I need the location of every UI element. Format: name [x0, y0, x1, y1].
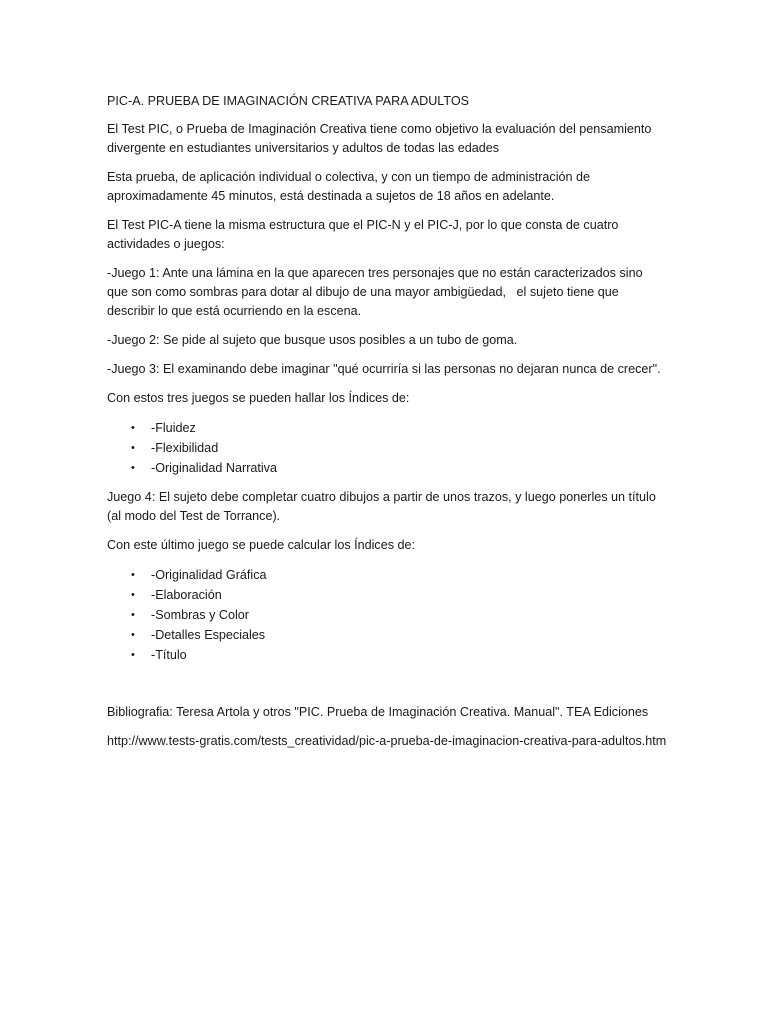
list-item [107, 565, 667, 585]
bibliography-paragraph: Bibliografia: Teresa Artola y otros "PIC. Prueba de Imaginación Creativa. Manual". TEA Ediciones [107, 705, 649, 719]
list-item-label: -Originalidad Gráfica [151, 568, 267, 582]
bullet-icon: • [131, 569, 135, 581]
indices-intro-2: Con este último juego se puede calcular los Índices de: [107, 538, 416, 552]
juego-3-paragraph: -Juego 3: El examinando debe imaginar "qué ocurriría si las personas no dejaran nunca de crecer". [107, 362, 661, 376]
list-item [107, 418, 667, 438]
juego-4-paragraph: Juego 4: El sujeto debe completar cuatro dibujos a partir de unos trazos, y luego ponerles un título (al modo del Test de Torrance). [107, 490, 656, 523]
indices-intro-1: Con estos tres juegos se pueden hallar los Índices de: [107, 391, 410, 405]
structure-paragraph: El Test PIC-A tiene la misma estructura que el PIC-N y el PIC-J, por lo que consta de cuatro actividades o juegos: [107, 218, 619, 251]
bullet-icon: • [131, 462, 135, 474]
bullet-icon: • [131, 649, 135, 661]
list-item-label: -Elaboración [151, 588, 222, 602]
bullet-icon: • [131, 629, 135, 641]
list-item [107, 458, 667, 478]
application-paragraph: Esta prueba, de aplicación individual o colectiva, y con un tiempo de administración de aproximadamente 45 minutos, está destinada a sujetos de 18 años en adelante. [107, 170, 591, 203]
list-item-label: -Originalidad Narrativa [151, 461, 277, 475]
list-item-label: -Título [151, 648, 187, 662]
indices-list-1 [107, 418, 667, 478]
indices-list-2 [107, 565, 667, 665]
list-item [107, 625, 667, 645]
intro-paragraph: El Test PIC, o Prueba de Imaginación Creativa tiene como objetivo la evaluación del pensamiento divergente en estudiantes universitarios y adultos de todas las edades [107, 122, 652, 155]
document-title: PIC-A. PRUEBA DE IMAGINACIÓN CREATIVA PARA ADULTOS [107, 94, 470, 108]
bullet-icon: • [131, 609, 135, 621]
list-item-label: -Fluidez [151, 421, 196, 435]
bullet-icon: • [131, 442, 135, 454]
bullet-icon: • [131, 422, 135, 434]
source-url-link[interactable]: http://www.tests-gratis.com/tests_creatividad/pic-a-prueba-de-imaginacion-creativa-para-adultos.htm [107, 734, 667, 748]
spacer [107, 675, 667, 703]
list-item [107, 605, 667, 625]
list-item [107, 645, 667, 665]
list-item [107, 585, 667, 605]
juego-2-paragraph: -Juego 2: Se pide al sujeto que busque usos posibles a un tubo de goma. [107, 333, 518, 347]
bullet-icon: • [131, 589, 135, 601]
list-item [107, 438, 667, 458]
document-page [107, 92, 667, 761]
list-item-label: -Detalles Especiales [151, 628, 266, 642]
juego-1-paragraph: -Juego 1: Ante una lámina en la que aparecen tres personajes que no están caracterizados sino que son como sombras para dotar al dibujo de una mayor ambigüedad, el sujeto tiene que describir lo que está ocurriendo en la escena. [107, 266, 647, 318]
list-item-label: -Flexibilidad [151, 441, 219, 455]
list-item-label: -Sombras y Color [151, 608, 249, 622]
